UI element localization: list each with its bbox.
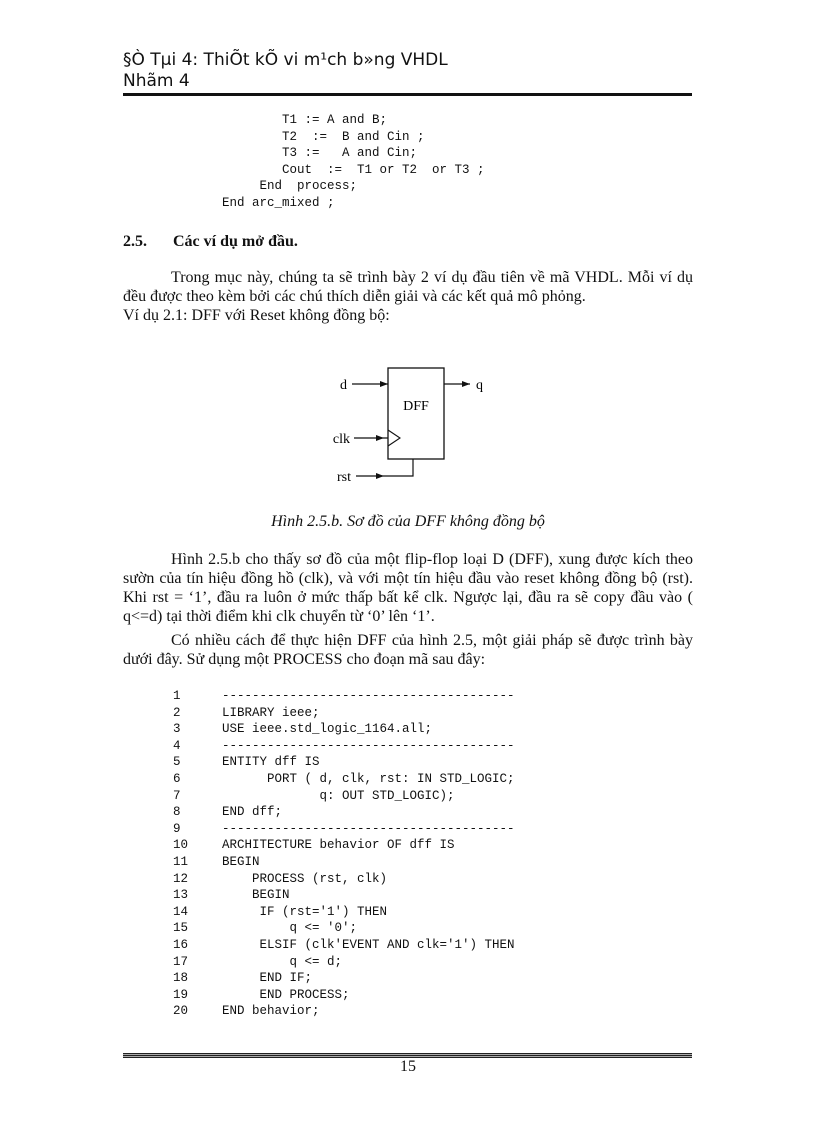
code-line: End process; bbox=[222, 179, 358, 194]
code-line: T2 := B and Cin ; bbox=[222, 129, 425, 144]
line-code: q: OUT STD_LOGIC); bbox=[222, 788, 455, 803]
listing-line bbox=[173, 738, 515, 755]
line-number: 12 bbox=[173, 871, 189, 886]
line-number: 13 bbox=[173, 888, 189, 903]
listing-line bbox=[173, 954, 515, 971]
listing-line bbox=[173, 837, 515, 854]
line-code: ELSIF (clk'EVENT AND clk='1') THEN bbox=[222, 937, 515, 952]
dff-diagram bbox=[326, 366, 496, 492]
code-line: T1 := A and B; bbox=[222, 113, 388, 127]
listing-line bbox=[173, 970, 515, 987]
line-code: q <= '0'; bbox=[222, 921, 358, 936]
input-d-label: d bbox=[340, 378, 347, 393]
clock-edge-icon bbox=[388, 430, 400, 446]
output-q-arrow bbox=[462, 381, 470, 387]
listing-line bbox=[173, 887, 515, 904]
input-rst-arrow bbox=[376, 473, 384, 479]
listing-line bbox=[173, 688, 515, 705]
listing-line bbox=[173, 804, 515, 821]
line-number: 8 bbox=[173, 805, 181, 820]
listing-line bbox=[173, 821, 515, 838]
figure-caption: Hình 2.5.b. Sơ đồ của DFF không đồng bộ bbox=[271, 513, 545, 530]
line-code: LIBRARY ieee; bbox=[222, 705, 320, 720]
input-clk-label: clk bbox=[332, 432, 350, 447]
code-line: Cout := T1 or T2 or T3 ; bbox=[222, 162, 485, 177]
line-code: USE ieee.std_logic_1164.all; bbox=[222, 722, 433, 737]
dff-block-label: DFF bbox=[403, 399, 429, 414]
line-number: 9 bbox=[173, 821, 181, 836]
description-paragraph: Hình 2.5.b cho thấy sơ đồ của một flip-flop loại D (DFF), xung được kích theo sườn của tín hiệu đồng hồ (clk), và với một tín hiệu đầu vào reset không đồng bộ (rst). Khi rst = ‘1’, đầu ra luôn ở mức thấp bất kể clk. Ngược lại, đầu ra sẽ copy đầu vào ( q<=d) tại thời điểm khi clk chuyển từ ‘0’ lên ‘1’. bbox=[123, 551, 693, 625]
listing-line bbox=[173, 871, 515, 888]
line-code: END dff; bbox=[222, 805, 283, 820]
line-code: PORT ( d, clk, rst: IN STD_LOGIC; bbox=[222, 771, 515, 786]
line-number: 2 bbox=[173, 705, 181, 720]
listing-line bbox=[173, 754, 515, 771]
code-line: T3 := A and Cin; bbox=[222, 146, 418, 161]
output-q-label: q bbox=[476, 378, 483, 393]
code-line: End arc_mixed ; bbox=[222, 195, 335, 210]
input-rst-wire bbox=[356, 459, 413, 476]
section-title: Các ví dụ mở đầu. bbox=[173, 233, 298, 250]
input-rst-label: rst bbox=[337, 470, 351, 485]
intro-paragraph: Trong mục này, chúng ta sẽ trình bày 2 ví dụ đầu tiên về mã VHDL. Mỗi ví dụ đều được theo kèm bởi các chú thích diễn giải và các kết quả mô phỏng. bbox=[123, 269, 693, 305]
line-number: 16 bbox=[173, 937, 189, 952]
line-number: 18 bbox=[173, 971, 189, 986]
line-code: --------------------------------------- bbox=[222, 821, 515, 836]
input-d-arrow bbox=[380, 381, 388, 387]
line-number: 15 bbox=[173, 921, 189, 936]
listing-line bbox=[173, 771, 515, 788]
line-number: 3 bbox=[173, 722, 181, 737]
line-code: --------------------------------------- bbox=[222, 689, 515, 703]
line-code: END behavior; bbox=[222, 1004, 320, 1019]
listing-line bbox=[173, 904, 515, 921]
line-number: 6 bbox=[173, 771, 181, 786]
listing-line bbox=[173, 920, 515, 937]
line-number: 5 bbox=[173, 755, 181, 770]
line-number: 11 bbox=[173, 854, 189, 869]
section-number: 2.5. bbox=[123, 233, 147, 250]
line-code: BEGIN bbox=[222, 854, 260, 869]
line-code: END PROCESS; bbox=[222, 987, 350, 1002]
header-group: Nhãm 4 bbox=[123, 71, 190, 91]
line-code: ARCHITECTURE behavior OF dff IS bbox=[222, 838, 455, 853]
example-label: Ví dụ 2.1: DFF với Reset không đồng bộ: bbox=[123, 307, 390, 324]
solution-paragraph: Có nhiều cách để thực hiện DFF của hình 2.5, một giải pháp sẽ được trình bày dưới đây. Sử dụng một PROCESS cho đoạn mã sau đây: bbox=[123, 632, 693, 668]
line-number: 7 bbox=[173, 788, 181, 803]
listing-line bbox=[173, 987, 515, 1004]
line-number: 10 bbox=[173, 838, 189, 853]
line-code: BEGIN bbox=[222, 888, 290, 903]
line-code: END IF; bbox=[222, 971, 313, 986]
line-code: ENTITY dff IS bbox=[222, 755, 320, 770]
input-clk-arrow bbox=[376, 435, 384, 441]
line-number: 17 bbox=[173, 954, 189, 969]
listing-line bbox=[173, 788, 515, 805]
line-number: 20 bbox=[173, 1004, 189, 1019]
code-listing bbox=[173, 688, 515, 1020]
page-number: 15 bbox=[400, 1058, 416, 1075]
line-code: --------------------------------------- bbox=[222, 738, 515, 753]
line-number: 1 bbox=[173, 689, 181, 703]
line-number: 19 bbox=[173, 987, 189, 1002]
header-rule bbox=[123, 93, 692, 96]
listing-line bbox=[173, 705, 515, 722]
page-header bbox=[123, 50, 693, 92]
line-code: q <= d; bbox=[222, 954, 343, 969]
header-title: §Ò Tµi 4: ThiÕt kÕ vi m¹ch b»ng VHDL bbox=[123, 50, 448, 70]
line-number: 14 bbox=[173, 904, 189, 919]
top-code-block bbox=[222, 112, 485, 212]
listing-line bbox=[173, 854, 515, 871]
listing-line bbox=[173, 721, 515, 738]
section-heading bbox=[123, 233, 298, 251]
line-code: PROCESS (rst, clk) bbox=[222, 871, 388, 886]
listing-line bbox=[173, 1003, 515, 1020]
line-number: 4 bbox=[173, 738, 181, 753]
listing-line bbox=[173, 937, 515, 954]
line-code: IF (rst='1') THEN bbox=[222, 904, 388, 919]
